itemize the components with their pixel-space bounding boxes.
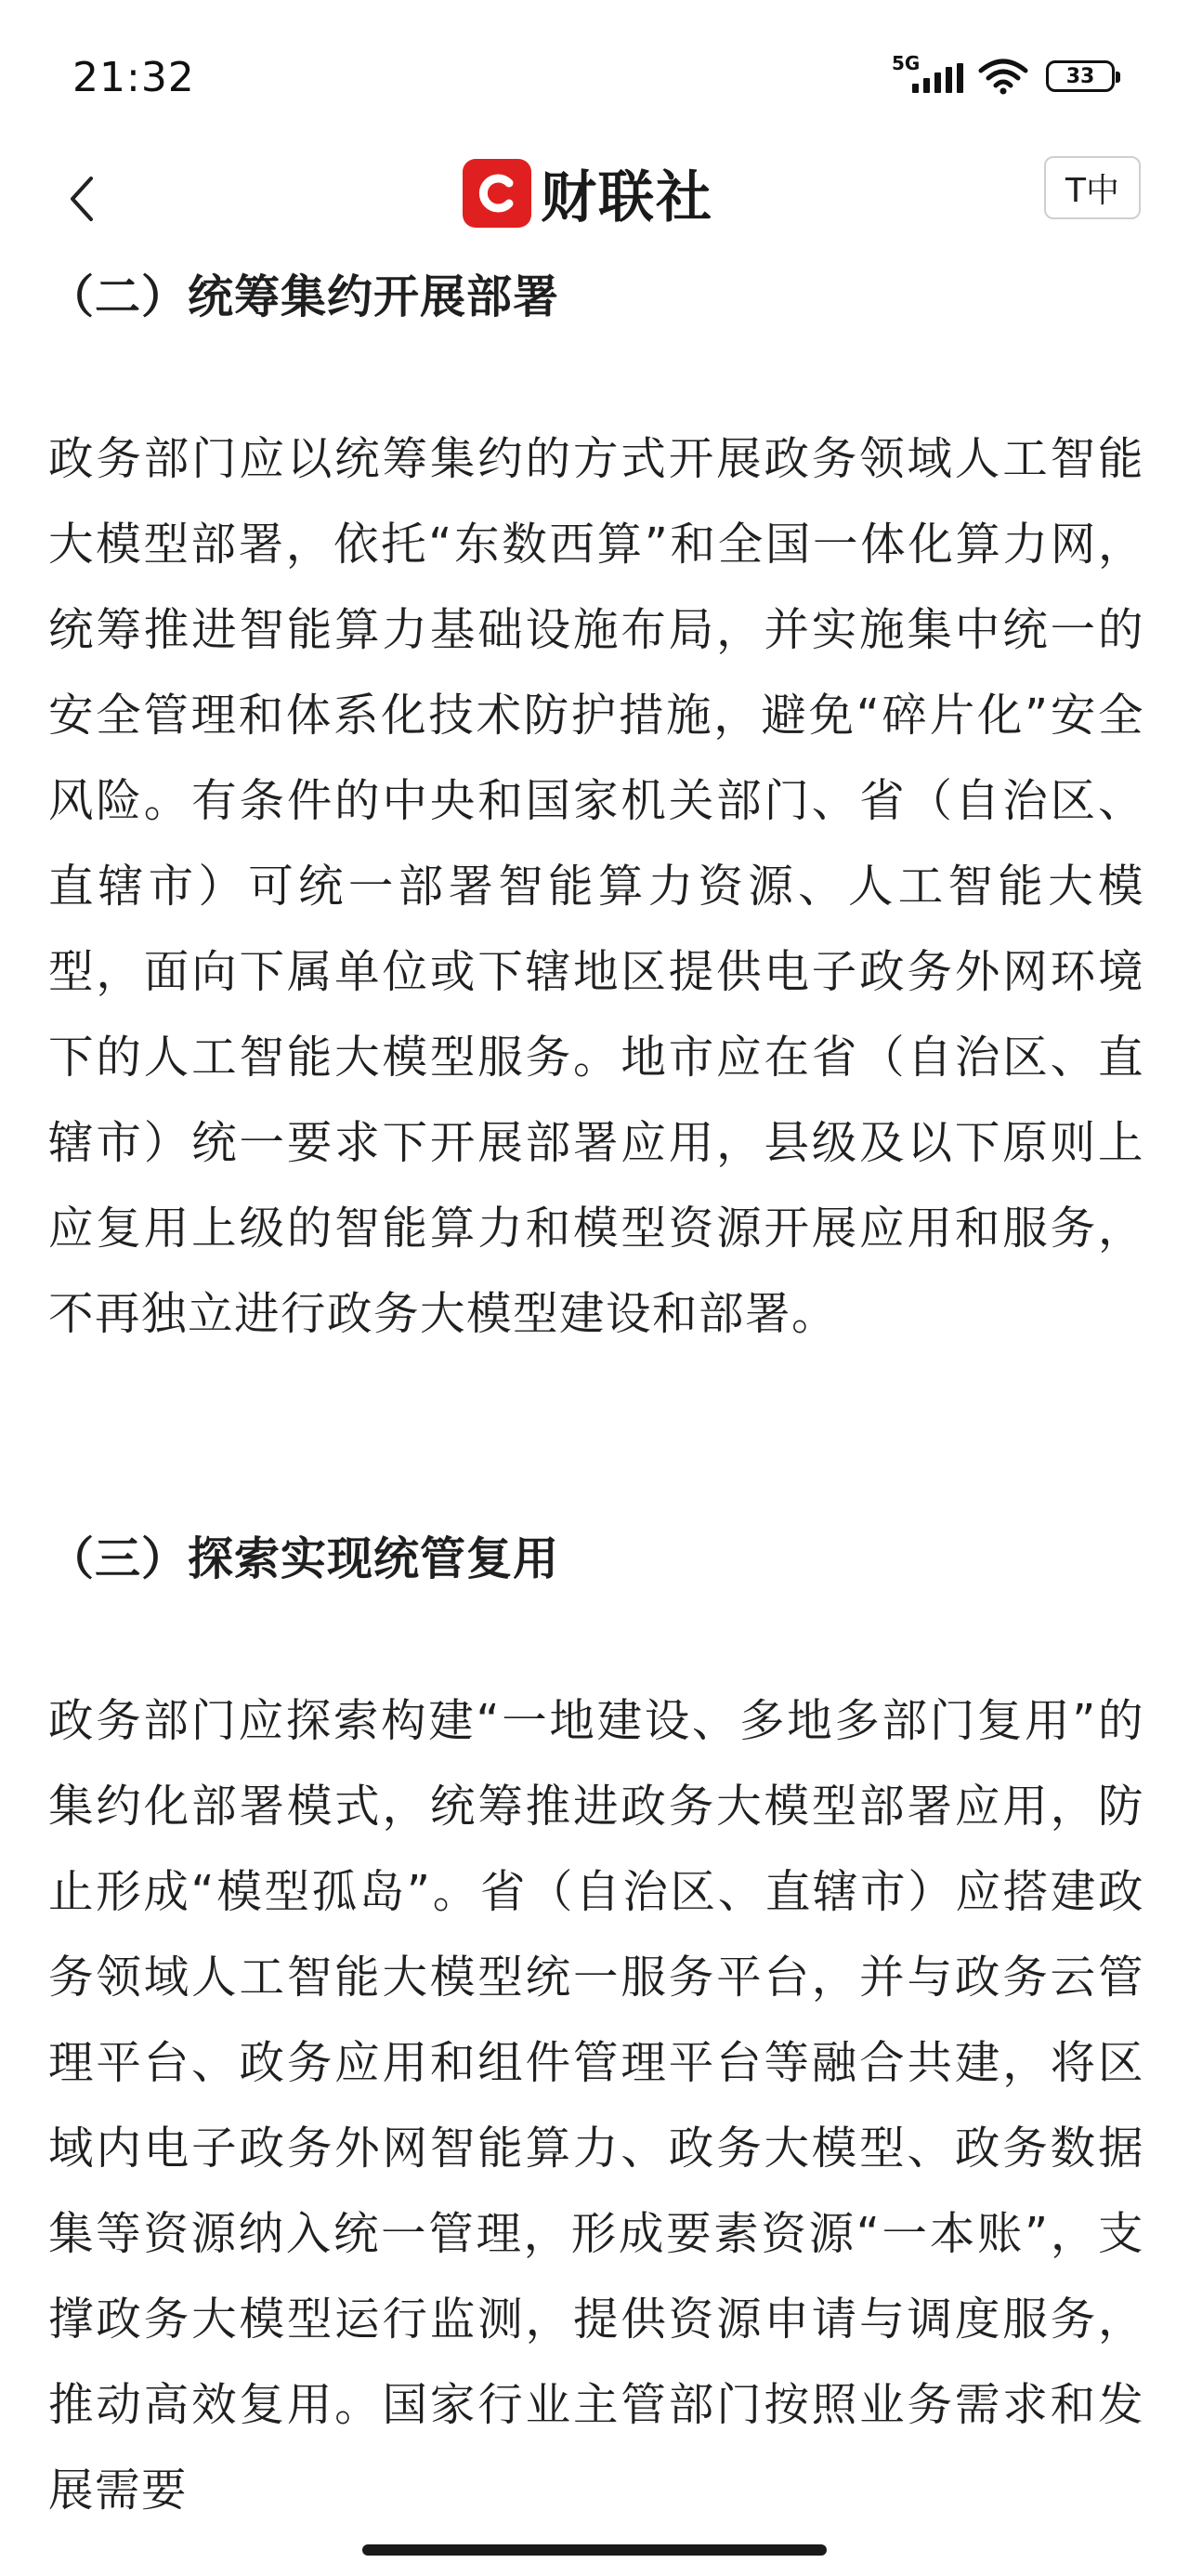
- app-logo: [463, 154, 713, 232]
- logo-text: 财联社: [541, 165, 713, 230]
- battery-level: 33: [1065, 64, 1095, 88]
- network-type: 5G: [892, 52, 921, 74]
- chevron-left-icon: [65, 173, 98, 225]
- status-time: 21:32: [72, 54, 195, 101]
- section-heading-2: （二）统筹集约开展部署: [48, 270, 560, 323]
- top-nav: [0, 149, 1189, 260]
- back-button[interactable]: [54, 162, 110, 236]
- wifi-icon: [977, 58, 1029, 95]
- section-paragraph-3: 政务部门应探索构建“一地建设、多地多部门复用”的集约化部署模式，统筹推进政务大模型部署应用，防止形成“模型孤岛”。省（自治区、直辖市）应搭建政务领域人工智能大模型统一服务平台，并与政务云管理平台、政务应用和组件管理平台等融合共建，将区域内电子政务外网智能算力、政务大模型、政务数据集等资源纳入统一管理，形成要素资源“一本账”，支撑政务大模型运行监测，提供资源申请与调度服务，推动高效复用。国家行业主管部门按照业务需求和发展需要: [48, 1695, 1144, 2517]
- font-size-toggle-button[interactable]: T中: [1044, 156, 1141, 219]
- status-bar: [0, 0, 1189, 149]
- battery-icon: [1046, 60, 1115, 92]
- logo-mark-icon: [463, 159, 531, 228]
- home-indicator[interactable]: [362, 2544, 827, 2556]
- signal-icon: [892, 52, 960, 95]
- section-heading-3: （三）探索实现统管复用: [48, 1532, 560, 1585]
- section-paragraph-2: 政务部门应以统筹集约的方式开展政务领域人工智能大模型部署，依托“东数西算”和全国一体化算力网，统筹推进智能算力基础设施布局，并实施集中统一的安全管理和体系化技术防护措施，避免“碎片化”安全风险。有条件的中央和国家机关部门、省（自治区、直辖市）可统一部署智能算力资源、人工智能大模型，面向下属单位或下辖地区提供电子政务外网环境下的人工智能大模型服务。地市应在省（自治区、直辖市）统一要求下开展部署应用，县级及以下原则上应复用上级的智能算力和模型资源开展应用和服务，不再独立进行政务大模型建设和部署。: [48, 433, 1144, 1340]
- status-icons: [892, 52, 1115, 95]
